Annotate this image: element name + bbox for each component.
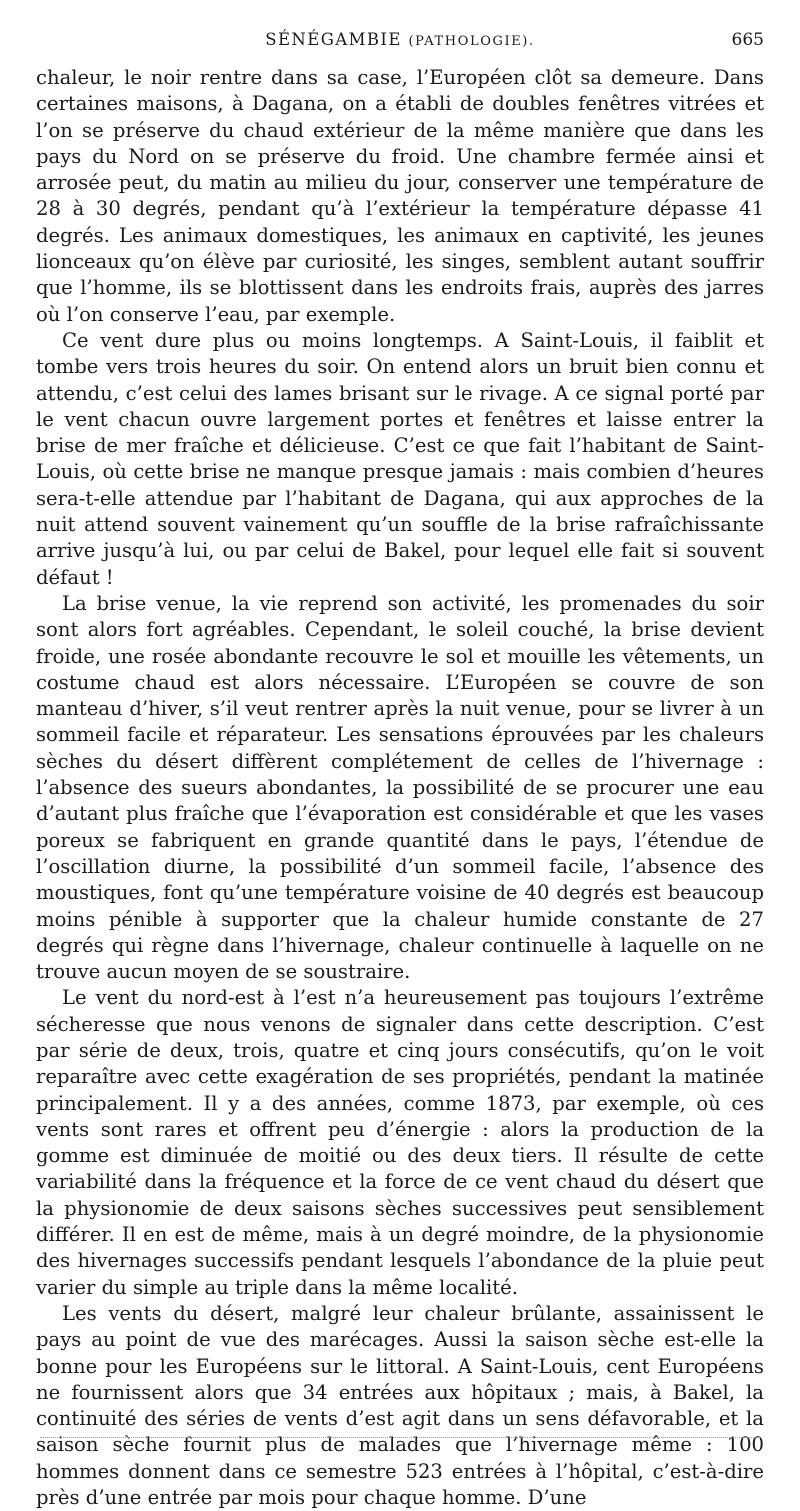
paragraph-evening-breeze: Ce vent dure plus ou moins longtemps. A Saint-Louis, il faiblit et tombe vers trois heures du soir. On entend alors un bruit bien connu et attendu, c’est celui des lames brisant sur le rivage. A ce signal porté par le vent chacun ouvre largement portes et fenêtres et laisse entrer la brise de mer fraîche et délicieuse. C’est ce que fait l’habitant de Saint-Louis, où cette brise ne manque presque jamais : mais combien d’heures sera-t-elle attendue par l’habitant de Dagana, qui aux approches de la nuit attend souvent vainement qu’un souffle de la brise rafraîchissante arrive jusqu’à lui, ou par celui de Bakel, pour lequel elle fait si souvent défaut ! xyxy=(36,328,764,589)
footer-rule xyxy=(40,1437,760,1438)
running-title-main: SÉNÉGAMBIE xyxy=(265,30,402,49)
body-text xyxy=(36,65,764,1511)
running-title-subtitle: (PATHOLOGIE). xyxy=(408,34,535,49)
running-title xyxy=(36,30,764,49)
page-number: 665 xyxy=(731,30,764,50)
paragraph-evening-activity: La brise venue, la vie reprend son activité, les promenades du soir sont alors fort agréables. Cependant, le soleil couché, la brise devient froide, une rosée abondante recouvre le sol et mouille les vêtements, un costume chaud est alors nécessaire. L’Européen se couvre de son manteau d’hiver, s’il veut rentrer après la nuit venue, pour se livrer à un sommeil facile et réparateur. Les sensations éprouvées par les chaleurs sèches du désert diffèrent complétement de celles de l’hivernage : l’absence des sueurs abondantes, la possibilité de se procurer une eau d’autant plus fraîche que l’évaporation est considérable et que les vases poreux se fabriquent en grande quantité dans le pays, l’étendue de l’oscillation diurne, la possibilité d’un sommeil facile, l’absence des moustiques, font qu’une température voisine de 40 degrés est beaucoup moins pénible à supporter que la chaleur humide constante de 27 degrés qui règne dans l’hivernage, chaleur continuelle à laquelle on ne trouve aucun moyen de se soustraire. xyxy=(36,591,764,984)
page-header xyxy=(36,30,764,56)
paragraph-wind-variability: Le vent du nord-est à l’est n’a heureusement pas toujours l’extrême sécheresse que nous venons de signaler dans cette description. C’est par série de deux, trois, quatre et cinq jours consécutifs, qu’on le voit reparaître avec cette exagération de ses propriétés, pendant la matinée principalement. Il y a des années, comme 1873, par exemple, où ces vents sont rares et offrent peu d’énergie : alors la production de la gomme est diminuée de moitié ou des deux tiers. Il résulte de cette variabilité dans la fréquence et la force de ce vent chaud du désert que la physionomie de deux saisons sèches successives peut sensiblement différer. Il en est de même, mais à un degré moindre, de la physionomie des hivernages successifs pendant lesquels l’abondance de la pluie peut varier du simple au triple dans la même localité. xyxy=(36,986,764,1299)
paragraph-continuation: chaleur, le noir rentre dans sa case, l’Européen clôt sa demeure. Dans certaines maisons, à Dagana, on a établi de doubles fenêtres vitrées et l’on se préserve du chaud extérieur de la même manière que dans les pays du Nord on se préserve du froid. Une chambre fermée ainsi et arrosée peut, du matin au milieu du jour, conserver une température de 28 à 30 degrés, pendant qu’à l’extérieur la température dépasse 41 degrés. Les animaux domestiques, les animaux en captivité, les jeunes lionceaux qu’on élève par curiosité, les singes, semblent autant souffrir que l’homme, ils se blottissent dans les endroits frais, auprès des jarres où l’on conserve l’eau, par exemple. xyxy=(36,66,764,326)
paragraph-desert-winds-health: Les vents du désert, malgré leur chaleur brûlante, assainissent le pays au point de vue des marécages. Aussi la saison sèche est-elle la bonne pour les Européens sur le littoral. A Saint-Louis, cent Européens ne fournissent alors que 34 entrées aux hôpitaux ; mais, à Bakel, la continuité des séries de vents d’est agit dans un sens défavorable, et la saison sèche fournit plus de malades que l’hivernage même : 100 hommes donnent dans ce semestre 523 entrées à l’hôpital, c’est-à-dire près d’une entrée par mois pour chaque homme. D’une xyxy=(36,1301,764,1510)
